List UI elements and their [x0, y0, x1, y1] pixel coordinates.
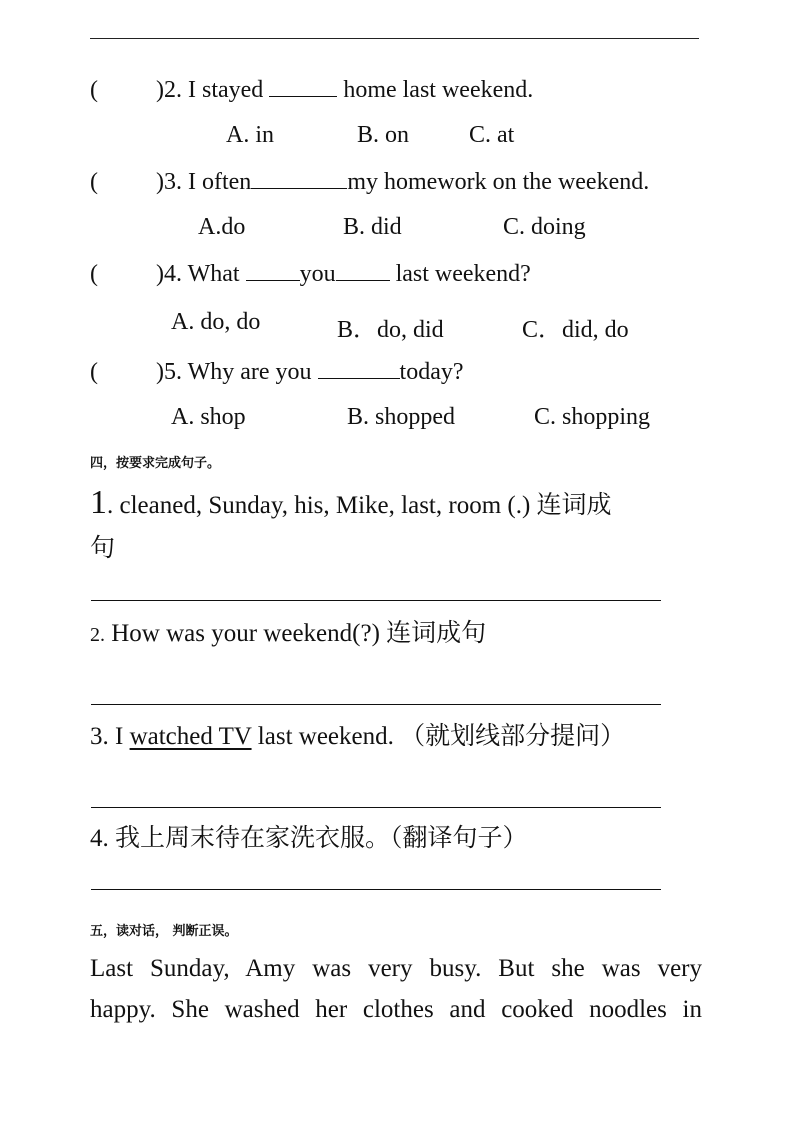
question-4: [90, 260, 531, 288]
item-number: 1: [90, 484, 107, 521]
item-suffix: last weekend. （就划线部分提问）: [251, 723, 626, 750]
question-text-after: home last weekend.: [337, 77, 534, 103]
answer-line-4[interactable]: [91, 889, 661, 890]
answer-blank[interactable]: [336, 260, 390, 281]
question-text-after: today?: [399, 359, 464, 385]
option-a: A. do, do: [171, 309, 261, 335]
question-text-before: I stayed: [188, 77, 270, 103]
option-b: B．do, did: [337, 317, 444, 343]
top-rule: [90, 38, 699, 39]
question-number: 4.: [164, 261, 182, 287]
option-b: B. did: [343, 214, 402, 240]
option-a: A.do: [198, 214, 246, 240]
paren-open: (: [90, 77, 98, 103]
item-text: . cleaned, Sunday, his, Mike, last, room (.) 连词成: [107, 492, 612, 519]
question-text-after: my homework on the weekend.: [347, 169, 650, 195]
answer-blank[interactable]: [318, 358, 400, 379]
answer-line-3[interactable]: [91, 807, 661, 808]
reading-line-1: Last Sunday, Amy was very busy. But she was very: [90, 955, 702, 982]
question-number: 2.: [164, 77, 182, 103]
answer-blank[interactable]: [269, 76, 337, 97]
question-number: 5.: [164, 359, 182, 385]
s4-item-2: [90, 613, 486, 649]
option-c: C．did, do: [522, 317, 629, 343]
answer-blank[interactable]: [251, 168, 347, 189]
option-c: C. doing: [503, 214, 586, 240]
question-text-before: What: [187, 261, 246, 287]
option-c: C. at: [469, 122, 515, 148]
option-b: B. on: [357, 122, 410, 148]
paren-open: (: [90, 261, 98, 287]
question-text-before: Why are you: [187, 359, 318, 385]
option-a: A. shop: [171, 404, 246, 430]
question-5: [90, 358, 464, 386]
paren-close: ): [156, 169, 164, 195]
question-text-before: I often: [188, 169, 252, 195]
answer-line-2[interactable]: [91, 704, 661, 705]
section-4-heading: 四，按要求完成句子。: [90, 456, 221, 471]
item-text: How was your weekend(?) 连词成句: [105, 620, 487, 647]
section-5-heading: 五，读对话， 判断正误。: [90, 924, 238, 939]
question-3: [90, 168, 649, 196]
option-a: A. in: [226, 122, 274, 148]
paren-close: ): [156, 261, 164, 287]
item-prefix: 3. I: [90, 723, 130, 750]
question-number: 3.: [164, 169, 182, 195]
question-text-after: last weekend?: [389, 261, 531, 287]
option-b: B. shopped: [347, 404, 455, 430]
s4-item-1: [90, 484, 612, 522]
paren-open: (: [90, 359, 98, 385]
reading-line-2: happy. She washed her clothes and cooked noodles in: [90, 996, 702, 1023]
s4-item-1-continued: 句: [90, 535, 116, 562]
question-2: [90, 76, 533, 104]
s4-item-3: [90, 716, 625, 752]
paren-close: ): [156, 359, 164, 385]
paren-open: (: [90, 169, 98, 195]
item-number: 2.: [90, 624, 105, 646]
underlined-phrase: watched TV: [129, 723, 252, 750]
question-text-middle: you: [299, 261, 336, 287]
s4-item-4: 4. 我上周末待在家洗衣服。（翻译句子）: [90, 825, 528, 852]
answer-blank[interactable]: [246, 260, 300, 281]
option-c: C. shopping: [534, 404, 651, 430]
paren-close: ): [156, 77, 164, 103]
answer-line-1[interactable]: [91, 600, 661, 601]
